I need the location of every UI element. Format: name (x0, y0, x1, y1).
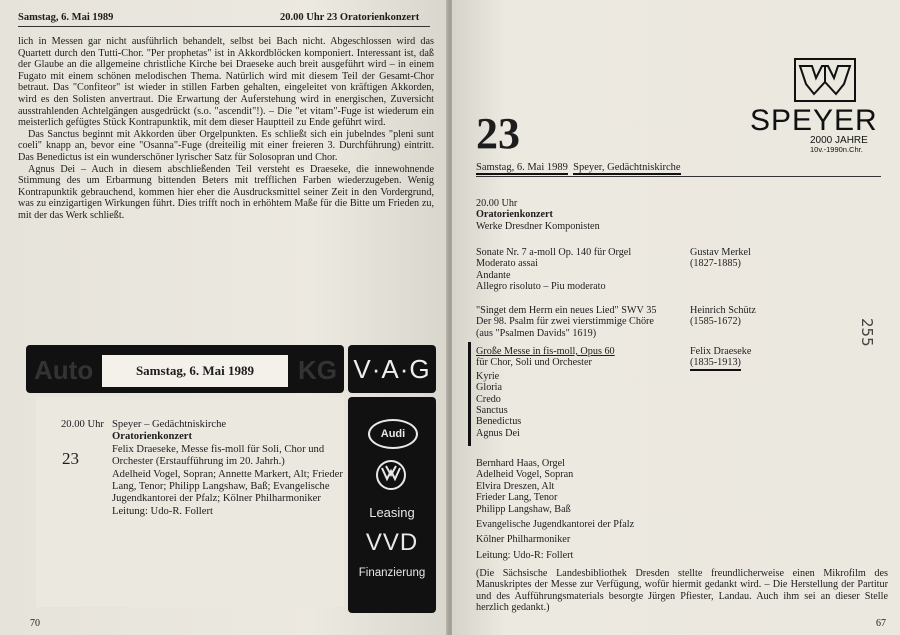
margin-marker (468, 342, 471, 446)
event-venue: Speyer, Gedächtniskirche (573, 162, 681, 173)
work-title: Große Messe in fis-moll, Opus 60 (476, 346, 615, 357)
merkel-work (476, 247, 631, 293)
program-concert: Oratorienkonzert (476, 209, 553, 221)
running-head-left (18, 12, 430, 27)
performer-list (476, 458, 634, 515)
ad-venue: Speyer – Gedächtniskirche (112, 419, 227, 430)
merkel-composer (690, 247, 751, 270)
audi-logo-icon: Audi (368, 419, 418, 449)
paragraph-credo: lich in Messen gar nicht ausführlich behandelt, selbst bei Bach nicht. Abgeschlossen wird das Quartett durch den Tutti-Chor. "Per prophetas" ist in Akkordblöcken komponiert. Interessant ist, daß der Glaube an die allgemeine christliche Kirche bei Draeseke auch breit ausgeführt wird – in einem Fugato mit einem schönen melodischen Thema. Natürlich wird mit diesem Teil der Gesamt-Chor betraut. Das "Confiteor" ist wieder in stillen Farben gehalten, eingeleitet von kräftigen Akkorden, wird es den Solisten anvertraut. Die Erwartung der Auferstehung wird in energischen, Zuversicht ausstrahlenden Achtelgängen ausgedrückt (s.o. "ascendit"!). – Die "et vitam"-Fuge ist wiederum ein meisterlich gefügtes Stück Kontrapunktik, mit dem dieser Hauptteil zu Ende geführt wird. (18, 36, 434, 129)
right-page (452, 0, 900, 635)
ad-conductor: Leitung: Udo-R. Follert (112, 505, 213, 517)
leasing-label: Leasing (369, 505, 415, 520)
orchestra: Kölner Philharmoniker (476, 534, 571, 546)
draeseke-work (476, 346, 615, 439)
event-header-line (476, 162, 881, 177)
work-line: Der 98. Psalm für zwei vierstimmige Chöre (476, 316, 654, 328)
ad-top-bar (26, 345, 344, 393)
speyer-logo (750, 56, 885, 171)
ad-ghost-text-right: KG (298, 355, 337, 385)
logo-range: 10v.-1990n.Chr. (810, 145, 863, 154)
movement: Andante (476, 269, 511, 281)
ad-event-number: 23 (62, 449, 79, 468)
work-line: für Chor, Soli und Orchester (476, 357, 592, 369)
ad-time: 20.00 Uhr (61, 419, 104, 430)
performer: Philipp Langshaw, Baß (476, 503, 571, 515)
performer: Elvira Dreszen, Alt (476, 480, 555, 492)
work-title: Sonate Nr. 7 a-moll Op. 140 für Orgel (476, 247, 632, 258)
vag-logo: V·A·G (348, 345, 436, 393)
ad-work: Felix Draeseke, Messe fis-moll für Soli, Chor und Orchester (Erstaufführung im 20. Jahrh.) (112, 443, 325, 468)
page-number-left: 70 (30, 618, 40, 629)
page-number-right: 67 (876, 618, 886, 629)
ad-soloists: Adelheid Vogel, Sopran; Annette Markert, Alt; Frieder Lang, Tenor; Philipp Langshaw, Baß; Evangelische Jugendkantorei der Pfalz; Kölner Philharmoniker (112, 468, 343, 505)
performers (476, 458, 634, 561)
paragraph-agnus-dei: Agnus Dei – Auch in diesem abschließenden Teil versteht es Draeseke, die innewohnende Stimmung des um Erbarmung bittenden Beters mit trefflichen Farben wiederzugeben. Wenig Kontrapunktik gebrauchend, kommen hier eher die Ausdrucksmittel seiner Zeit in den Vordergrund, was zu einzigartigen Wirkungen führt. Dies trifft noch in erhöhtem Maße für die Bitte um Frieden zu, mit der das Werk schließt. (18, 163, 434, 221)
mass-part: Kyrie (476, 370, 500, 382)
composer-name: Felix Draeseke (690, 346, 752, 357)
program-subtitle: Werke Dresdner Komponisten (476, 220, 600, 232)
conductor: Leitung: Udo-R: Follert (476, 549, 574, 561)
composer-name: Gustav Merkel (690, 247, 751, 258)
performer: Frieder Lang, Tenor (476, 492, 558, 504)
ad-ghost-text-left: Auto (34, 355, 94, 385)
mass-part: Gloria (476, 382, 503, 394)
movement: Moderato assai (476, 258, 538, 270)
schuetz-composer (690, 305, 756, 328)
handwritten-number: 255 (858, 318, 876, 347)
mass-parts (476, 371, 615, 439)
work-line: (aus "Psalmen Davids" 1619) (476, 327, 597, 339)
running-head-event: 20.00 Uhr 23 Oratorienkonzert (280, 12, 420, 23)
performer: Bernhard Haas, Orgel (476, 458, 565, 469)
event-date: Samstag, 6. Mai 1989 (476, 162, 568, 173)
left-page (0, 0, 448, 635)
logo-years: 2000 JAHRE (810, 135, 868, 146)
paragraph-sanctus: Das Sanctus beginnt mit Akkorden über Orgelpunkten. Es schließt sich ein jubelndes "pleni sunt coeli" knapp an, bevor eine "Osanna"-Fuge (dreiteilig mit einer freieren 3. Durchführung) eintritt. Das Benedictus ist ein wunderschöner lyrischer Satz für Solosopran und Chor. (18, 128, 434, 163)
movement: Allegro risoluto – Piu moderato (476, 281, 606, 293)
program-time: 20.00 Uhr (476, 198, 518, 209)
mass-part: Agnus Dei (476, 427, 520, 439)
performer: Adelheid Vogel, Sopran (476, 469, 574, 481)
mass-part: Credo (476, 393, 501, 405)
event-number: 23 (476, 109, 520, 158)
acknowledgement-note: (Die Sächsische Landesbibliothek Dresden stellte freundlicherweise einen Mikrofilm des Manuskriptes der Messe zur Verfügung, wofür hiermit gedankt wird. – Die Herstellung der Partitur und des Aufführungsmaterials besorgte Jürgen Pfiester, Landau. Auch ihm sei an dieser Stelle herzlich gedankt.) (476, 568, 888, 614)
article-text (18, 36, 434, 222)
composer-dates: (1585-1672) (690, 316, 741, 328)
choir: Evangelische Jugendkantorei der Pfalz (476, 519, 635, 531)
speyer-crest-icon (794, 58, 856, 102)
mass-part: Sanctus (476, 405, 508, 417)
sponsor-panel (348, 397, 436, 613)
ad-title: Oratorienkonzert (112, 431, 193, 443)
finanzierung-label: Finanzierung (358, 567, 426, 579)
vvd-label: VVD (365, 529, 419, 556)
vw-logo-icon (375, 459, 407, 491)
ad-date: Samstag, 6. Mai 1989 (102, 355, 288, 387)
composer-dates: (1827-1885) (690, 258, 741, 270)
advertisement (26, 345, 438, 615)
ad-event-listing (36, 397, 344, 607)
composer-dates: (1835-1913) (690, 357, 741, 370)
mass-part: Benedictus (476, 416, 522, 428)
logo-wordmark: SPEYER (750, 104, 878, 137)
running-head-date: Samstag, 6. Mai 1989 (18, 12, 114, 23)
draeseke-composer (690, 346, 751, 371)
work-title: "Singet dem Herrn ein neues Lied" SWV 35 (476, 305, 657, 316)
logo-subtitle (810, 136, 868, 154)
schuetz-work (476, 305, 656, 339)
ad-details (112, 419, 348, 518)
program-heading (476, 198, 600, 232)
composer-name: Heinrich Schütz (690, 305, 756, 316)
